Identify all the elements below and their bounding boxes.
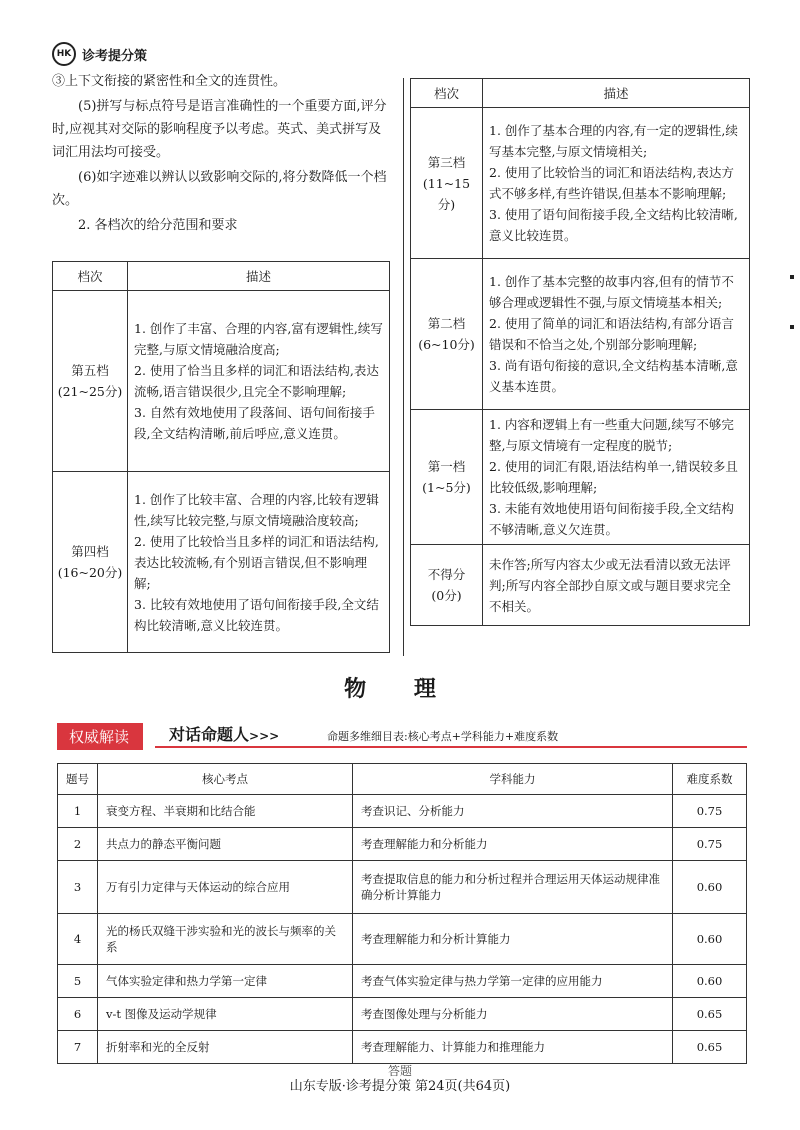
banner-heading-text: 对话命题人 xyxy=(169,725,250,744)
grade-item: 2. 使用了比较恰当的词汇和语法结构,表达方式不够多样,有些许错误,但基本不影响理解; xyxy=(489,165,734,201)
grade-item: 2. 使用了简单的词汇和语法结构,有部分语言错误和不恰当之处,个别部分影响理解; xyxy=(489,316,734,352)
cell-topic: 光的杨氏双缝干涉实验和光的波长与频率的关系 xyxy=(98,914,353,965)
footer-text: 山东专版·诊考提分策 第24页(共64页) xyxy=(289,1079,511,1094)
header-desc: 描述 xyxy=(128,262,390,291)
table-row xyxy=(58,1031,747,1064)
grade-item: 2. 使用了恰当且多样的词汇和语法结构,表达流畅,语言错误很少,且完全不影响理解; xyxy=(134,363,379,399)
cell-num: 1 xyxy=(58,795,98,828)
cell-num: 3 xyxy=(58,861,98,914)
cell-difficulty: 0.65 xyxy=(673,998,747,1031)
table-row xyxy=(411,410,750,545)
paragraph: (6)如字迹难以辨认以致影响交际的,将分数降低一个档次。 xyxy=(52,170,387,208)
cell-difficulty: 0.60 xyxy=(673,914,747,965)
section-title: 物 理 xyxy=(344,676,456,702)
cell-topic: 万有引力定律与天体运动的综合应用 xyxy=(98,861,353,914)
cell-num: 2 xyxy=(58,828,98,861)
margin-mark xyxy=(790,325,794,329)
grade-name: 第二档 xyxy=(427,316,466,331)
grade-item: 1. 创作了基本完整的故事内容,但有的情节不够合理或逻辑性不强,与原文情境基本相关; xyxy=(489,274,734,310)
table-row xyxy=(53,472,390,653)
cell-num: 7 xyxy=(58,1031,98,1064)
column-divider xyxy=(403,78,404,656)
cell-ability: 考查识记、分析能力 xyxy=(353,795,673,828)
cell-ability: 考查理解能力、计算能力和推理能力 xyxy=(353,1031,673,1064)
page-header xyxy=(52,42,147,66)
grade-item: 未作答;所写内容太少或无法看清以致无法评判;所写内容全部抄自原文或与题目要求完全不相关。 xyxy=(489,556,731,614)
cell-ability: 考查理解能力和分析计算能力 xyxy=(353,914,673,965)
banner-heading xyxy=(169,722,279,745)
physics-table xyxy=(57,763,747,1064)
header-desc: 描述 xyxy=(483,79,750,108)
cell-ability: 考查提取信息的能力和分析过程并合理运用天体运动规律准确分析计算能力 xyxy=(353,861,673,914)
grade-name: 第四档 xyxy=(71,544,109,559)
cell-topic: v-t 图像及运动学规律 xyxy=(98,998,353,1031)
brand-title: 诊考提分策 xyxy=(82,48,148,64)
banner-badge: 权威解读 xyxy=(57,723,143,750)
table-row xyxy=(58,998,747,1031)
grade-range: (16~20分) xyxy=(57,565,123,580)
banner-rule xyxy=(155,746,747,748)
cell-num: 5 xyxy=(58,965,98,998)
grade-name: 第五档 xyxy=(71,363,109,378)
cell-difficulty: 0.60 xyxy=(673,965,747,998)
cell-topic: 气体实验定律和热力学第一定律 xyxy=(98,965,353,998)
grade-range: (11~15分) xyxy=(422,175,471,212)
grade-item: 2. 使用了比较恰当且多样的词汇和语法结构,表达比较流畅,有个别语言错误,但不影响理解; xyxy=(134,533,379,591)
grade-table-left xyxy=(52,261,390,653)
grade-name: 第三档 xyxy=(427,154,466,170)
table-row xyxy=(53,291,390,472)
grade-item: 1. 创作了比较丰富、合理的内容,比较有逻辑性,续写比较完整,与原文情境融洽度较高; xyxy=(134,491,379,528)
banner-subtitle: 命题多维细目表:核心考点+学科能力+难度系数 xyxy=(327,730,559,743)
table-row xyxy=(411,259,750,410)
table-row xyxy=(58,861,747,914)
grade-table-right xyxy=(410,78,750,626)
page-footer xyxy=(0,1062,800,1094)
grade-range: (1~5分) xyxy=(422,480,471,495)
cell-ability: 考查气体实验定律与热力学第一定律的应用能力 xyxy=(353,965,673,998)
grade-name: 不得分 xyxy=(427,567,466,582)
column-header: 难度系数 xyxy=(673,764,747,795)
grade-range: (6~10分) xyxy=(418,337,475,352)
table-row xyxy=(411,108,750,259)
cell-topic: 衰变方程、半衰期和比结合能 xyxy=(98,795,353,828)
paragraph: (5)拼写与标点符号是语言准确性的一个重要方面,评分时,应视其对交际的影响程度予以考虑。英式、美式拼写及词汇用法均可接受。 xyxy=(52,99,387,160)
grade-item: 1. 内容和逻辑上有一些重大问题,续写不够完整,与原文情境有一定程度的脱节; xyxy=(489,417,734,453)
cell-difficulty: 0.60 xyxy=(673,861,747,914)
grade-item: 3. 比较有效地使用了语句间衔接手段,全文结构比较清晰,意义比较连贯。 xyxy=(134,596,379,633)
cell-ability: 考查理解能力和分析能力 xyxy=(353,828,673,861)
header-level: 档次 xyxy=(411,79,483,108)
grade-item: 3. 未能有效地使用语句间衔接手段,全文结构不够清晰,意义欠连贯。 xyxy=(489,501,734,537)
grade-item: 2. 使用的词汇有限,语法结构单一,错误较多且比较低级,影响理解; xyxy=(489,459,738,495)
footer-stamp: 答题 xyxy=(387,1064,412,1078)
cell-num: 6 xyxy=(58,998,98,1031)
left-text-block xyxy=(52,70,392,239)
table-row xyxy=(58,965,747,998)
column-header: 学科能力 xyxy=(353,764,673,795)
banner-arrows: >>> xyxy=(249,729,280,743)
column-header: 核心考点 xyxy=(98,764,353,795)
table-row xyxy=(58,795,747,828)
cell-difficulty: 0.65 xyxy=(673,1031,747,1064)
header-level: 档次 xyxy=(53,262,128,291)
margin-mark xyxy=(790,275,794,279)
grade-item: 1. 创作了基本合理的内容,有一定的逻辑性,续写基本完整,与原文情境相关; xyxy=(489,123,738,159)
grade-item: 1. 创作了丰富、合理的内容,富有逻辑性,续写完整,与原文情境融洽度高; xyxy=(134,321,383,357)
brand-logo-icon: HK xyxy=(52,42,76,66)
table-row xyxy=(411,545,750,626)
grade-range: (0分) xyxy=(431,588,462,603)
grade-item: 3. 尚有语句衔接的意识,全文结构基本清晰,意义基本连贯。 xyxy=(489,358,738,394)
table-row xyxy=(58,828,747,861)
paragraph: 2. 各档次的给分范围和要求 xyxy=(78,218,238,233)
cell-difficulty: 0.75 xyxy=(673,795,747,828)
cell-difficulty: 0.75 xyxy=(673,828,747,861)
grade-item: 3. 使用了语句间衔接手段,全文结构比较清晰,意义比较连贯。 xyxy=(489,207,738,243)
grade-item: 3. 自然有效地使用了段落间、语句间衔接手段,全文结构清晰,前后呼应,意义连贯。 xyxy=(134,405,375,441)
cell-topic: 折射率和光的全反射 xyxy=(98,1031,353,1064)
grade-range: (21~25分) xyxy=(57,384,123,399)
grade-name: 第一档 xyxy=(427,459,466,474)
column-header: 题号 xyxy=(58,764,98,795)
cell-ability: 考查图像处理与分析能力 xyxy=(353,998,673,1031)
paragraph: ③上下文衔接的紧密性和全文的连贯性。 xyxy=(52,74,287,89)
cell-topic: 共点力的静态平衡问题 xyxy=(98,828,353,861)
table-row xyxy=(58,914,747,965)
cell-num: 4 xyxy=(58,914,98,965)
interpretation-banner xyxy=(57,720,747,750)
